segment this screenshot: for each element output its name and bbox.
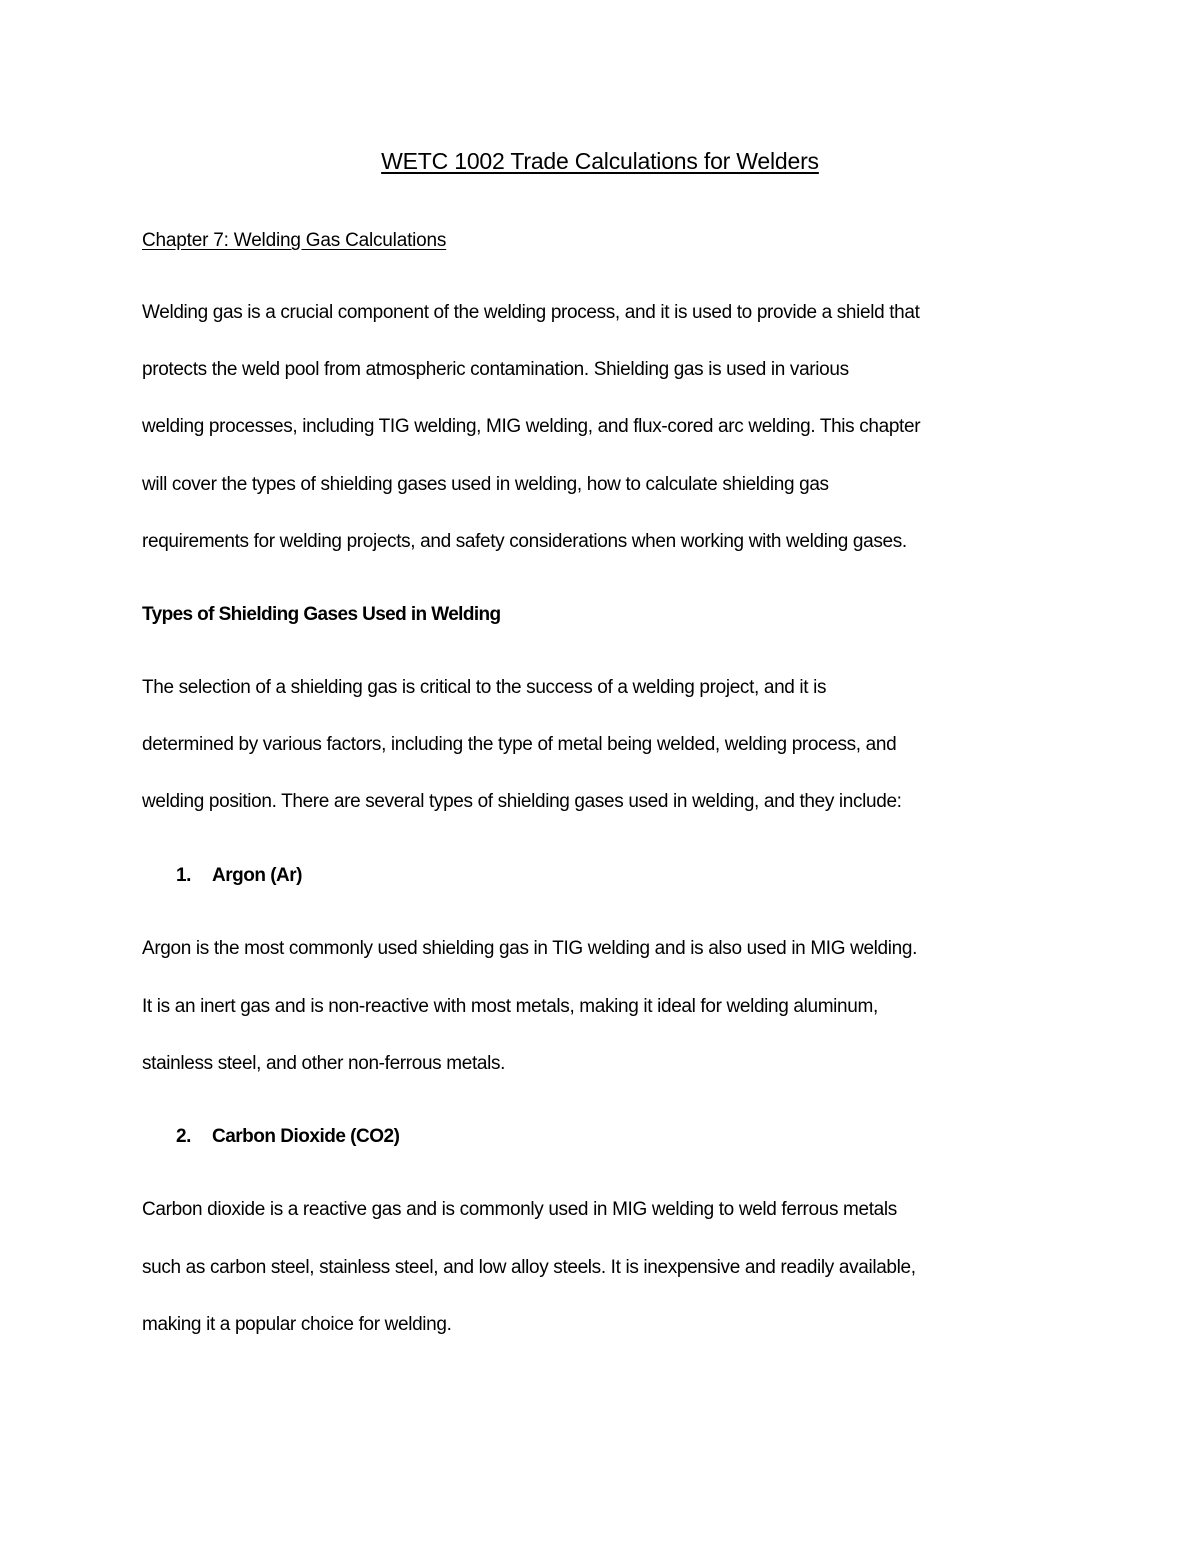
- list-item-label: Carbon Dioxide (CO2): [212, 1126, 400, 1147]
- section-paragraph-line: determined by various factors, including the type of metal being welded, welding process, and: [142, 734, 897, 755]
- argon-paragraph-line: Argon is the most commonly used shielding gas in TIG welding and is also used in MIG welding.: [142, 938, 918, 959]
- intro-paragraph-line: Welding gas is a crucial component of the welding process, and it is used to provide a shield that: [142, 302, 920, 323]
- intro-paragraph-line: will cover the types of shielding gases used in welding, how to calculate shielding gas: [142, 474, 829, 495]
- intro-paragraph-line: requirements for welding projects, and safety considerations when working with welding gases.: [142, 531, 907, 552]
- list-item-number: 1.: [176, 865, 191, 886]
- intro-paragraph-line: welding processes, including TIG welding, MIG welding, and flux-cored arc welding. This chapter: [142, 416, 921, 437]
- list-item-carbon-dioxide: [176, 1124, 399, 1150]
- section-heading: Types of Shielding Gases Used in Welding: [142, 604, 501, 625]
- section-paragraph-line: The selection of a shielding gas is critical to the success of a welding project, and it is: [142, 677, 827, 698]
- argon-paragraph-line: stainless steel, and other non-ferrous metals.: [142, 1053, 506, 1074]
- co2-paragraph-line: making it a popular choice for welding.: [142, 1314, 452, 1335]
- section-paragraph-line: welding position. There are several types of shielding gases used in welding, and they include:: [142, 791, 902, 812]
- co2-paragraph-line: such as carbon steel, stainless steel, and low alloy steels. It is inexpensive and readily available,: [142, 1257, 916, 1278]
- argon-paragraph-line: It is an inert gas and is non-reactive with most metals, making it ideal for welding aluminum,: [142, 996, 878, 1017]
- co2-paragraph-line: Carbon dioxide is a reactive gas and is commonly used in MIG welding to weld ferrous metals: [142, 1199, 897, 1220]
- intro-paragraph-line: protects the weld pool from atmospheric contamination. Shielding gas is used in various: [142, 359, 849, 380]
- list-item-argon: [176, 863, 302, 889]
- document-title: WETC 1002 Trade Calculations for Welders: [381, 148, 819, 174]
- chapter-heading: Chapter 7: Welding Gas Calculations: [142, 230, 447, 251]
- list-item-label: Argon (Ar): [212, 865, 302, 886]
- list-item-number: 2.: [176, 1126, 191, 1147]
